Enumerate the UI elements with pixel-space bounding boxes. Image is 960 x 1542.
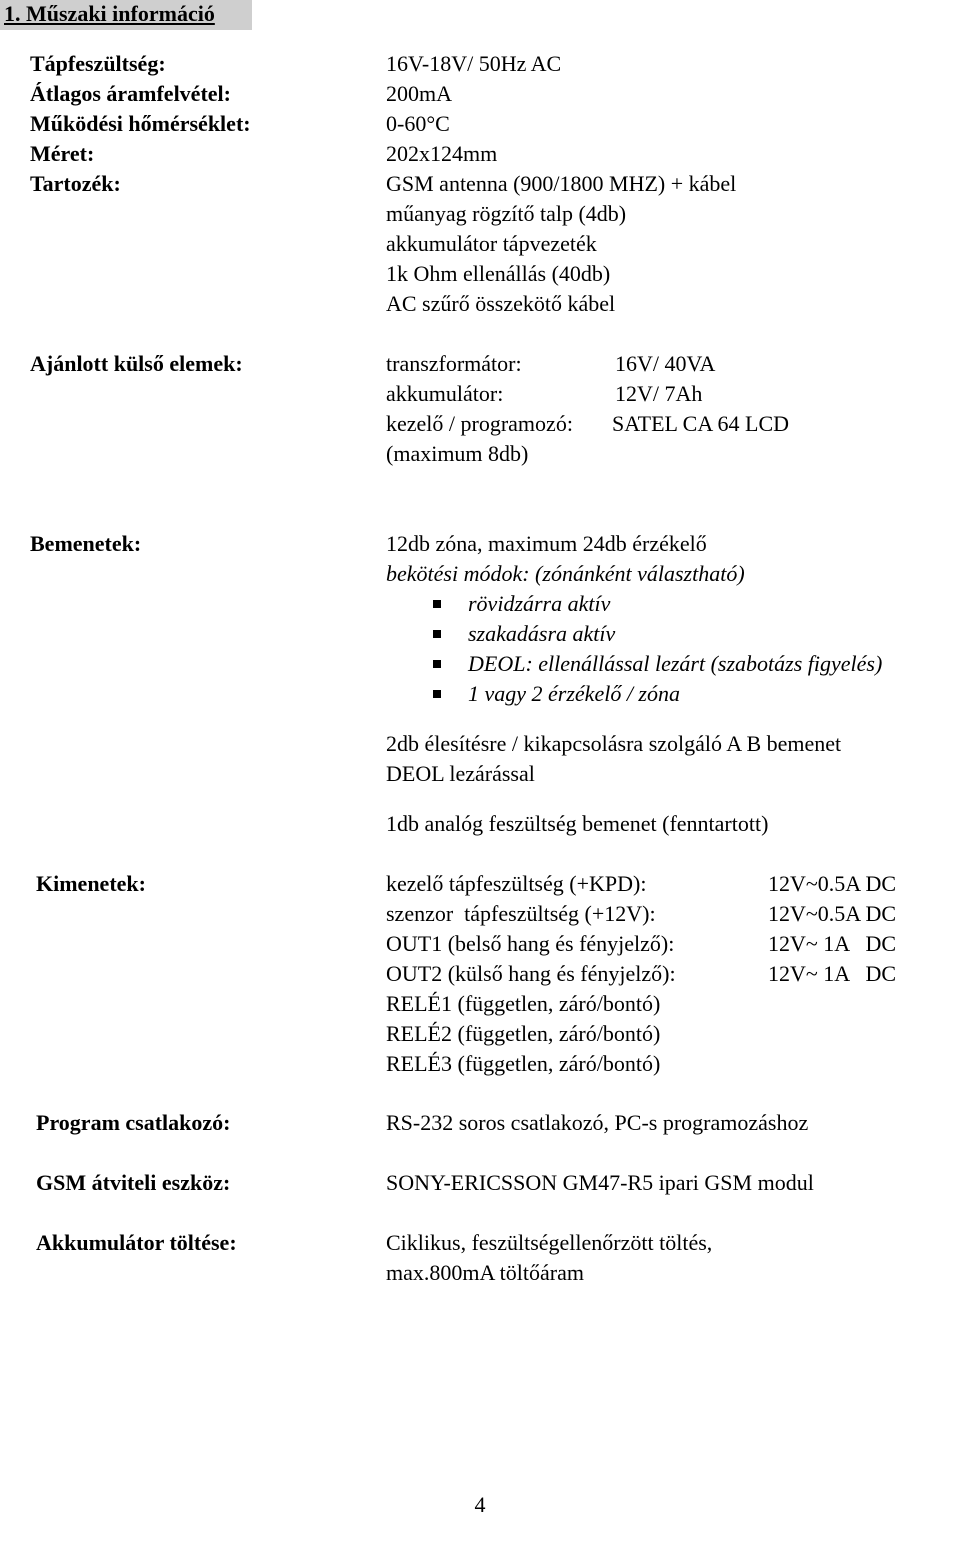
output-value: 12V~ 1A DC [768, 961, 897, 986]
transformer-label: transzformátor: [386, 351, 522, 376]
temperature-label: Működési hőmérséklet: [30, 111, 251, 136]
keypad-note: (maximum 8db) [386, 441, 529, 466]
battery-value: 12V/ 7Ah [615, 381, 703, 406]
page-number: 4 [474, 1492, 486, 1517]
outputs-label: Kimenetek: [36, 871, 146, 896]
zones-text: 12db zóna, maximum 24db érzékelő [386, 531, 707, 556]
output-value: 12V~0.5A DC [768, 901, 897, 926]
mode-item: szakadásra aktív [468, 621, 616, 646]
output-value: 12V~ 1A DC [768, 931, 897, 956]
supply-value: 16V-18V/ 50Hz AC [386, 51, 562, 76]
analog-input: 1db analóg feszültség bemenet (fenntartott) [386, 811, 769, 836]
output-value: 12V~0.5A DC [768, 871, 897, 896]
modes-title: bekötési módok: (zónánként választható) [386, 561, 745, 586]
temperature-value: 0-60°C [386, 111, 450, 136]
battery-label: akkumulátor: [386, 381, 504, 406]
program-value: RS-232 soros csatlakozó, PC-s programozáshoz [386, 1110, 809, 1135]
current-label: Átlagos áramfelvétel: [30, 81, 231, 106]
accessory-item: 1k Ohm ellenállás (40db) [386, 261, 611, 286]
output-name: RELÉ1 (független, záró/bontó) [386, 991, 661, 1016]
keypad-label: kezelő / programozó: [386, 411, 573, 436]
program-label: Program csatlakozó: [36, 1110, 231, 1135]
output-name: OUT2 (külső hang és fényjelző): [386, 961, 676, 986]
bullet-icon [433, 660, 441, 668]
gsm-value: SONY-ERICSSON GM47-R5 ipari GSM modul [386, 1170, 814, 1195]
bullet-icon [433, 600, 441, 608]
accessory-item: AC szűrő összekötő kábel [386, 291, 616, 316]
supply-label: Tápfeszültség: [30, 51, 166, 76]
section-heading: 1. Műszaki információ [0, 0, 252, 30]
size-value: 202x124mm [386, 141, 498, 166]
charging-label: Akkumulátor töltése: [36, 1230, 237, 1255]
size-label: Méret: [30, 141, 95, 166]
mode-item: rövidzárra aktív [468, 591, 611, 616]
mode-item: 1 vagy 2 érzékelő / zóna [468, 681, 680, 706]
transformer-value: 16V/ 40VA [615, 351, 716, 376]
bullet-icon [433, 630, 441, 638]
gsm-label: GSM átviteli eszköz: [36, 1170, 231, 1195]
keypad-value: SATEL CA 64 LCD [612, 411, 790, 436]
arm-inputs-line1: 2db élesítésre / kikapcsolásra szolgáló A B bemenet [386, 731, 842, 756]
mode-item: DEOL: ellenállással lezárt (szabotázs figyelés) [468, 651, 883, 676]
output-name: szenzor tápfeszültség (+12V): [386, 901, 656, 926]
inputs-label: Bemenetek: [30, 531, 142, 556]
accessory-item: GSM antenna (900/1800 MHZ) + kábel [386, 171, 737, 196]
recommended-label: Ajánlott külső elemek: [30, 351, 243, 376]
charging-line1: Ciklikus, feszültségellenőrzött töltés, [386, 1230, 713, 1255]
output-name: RELÉ2 (független, záró/bontó) [386, 1021, 661, 1046]
arm-inputs-line2: DEOL lezárással [386, 761, 535, 786]
bullet-icon [433, 690, 441, 698]
output-name: RELÉ3 (független, záró/bontó) [386, 1051, 661, 1076]
charging-line2: max.800mA töltőáram [386, 1260, 584, 1285]
accessories-label: Tartozék: [30, 171, 121, 196]
accessory-item: akkumulátor tápvezeték [386, 231, 597, 256]
accessory-item: műanyag rögzítő talp (4db) [386, 201, 627, 226]
output-name: kezelő tápfeszültség (+KPD): [386, 871, 647, 896]
current-value: 200mA [386, 81, 452, 106]
output-name: OUT1 (belső hang és fényjelző): [386, 931, 675, 956]
